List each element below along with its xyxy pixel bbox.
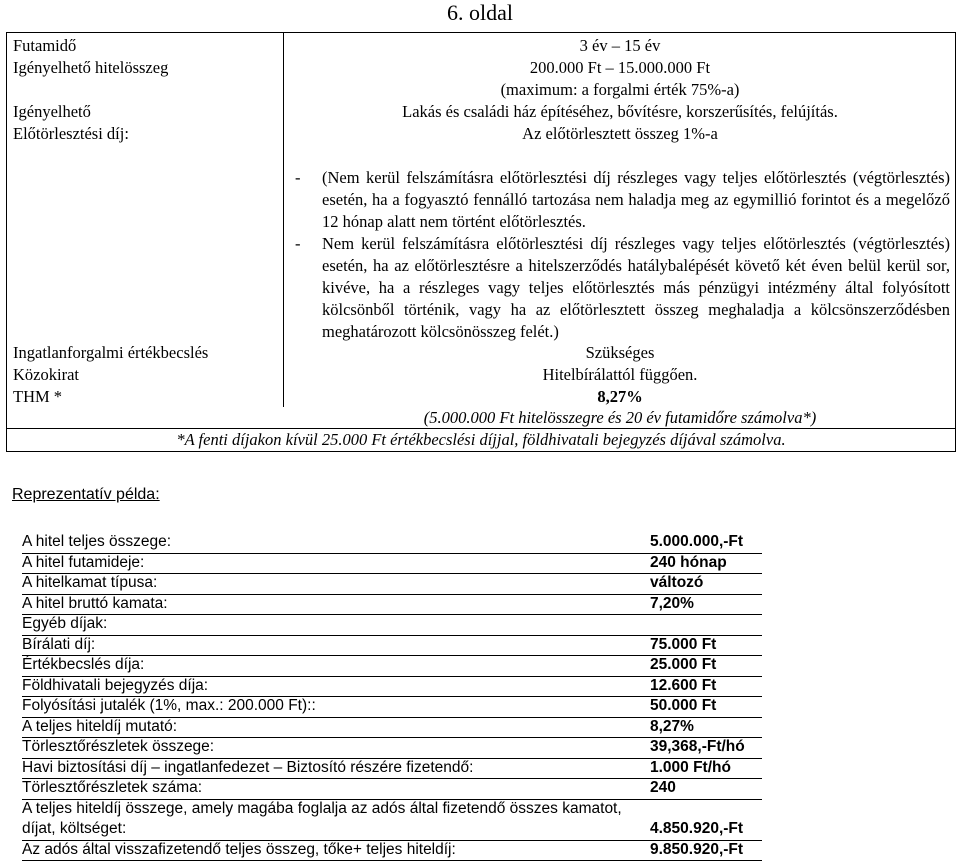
row-label: Az adós által visszafizetendő teljes összeg, tőke+ teljes hiteldíj: <box>22 840 456 858</box>
table-row <box>22 758 762 779</box>
row-value: 39,368,-Ft/hó <box>650 738 745 755</box>
table-row <box>22 676 762 697</box>
table-row <box>22 573 762 594</box>
prepayment-note-text: (Nem kerül felszámításra előtörlesztési díj részleges vagy teljes előtörlesztés (végtörlesztés) esetén, ha a fogyasztó fennálló tartozása nem haladja meg az egymillió forintot és a megelőző 12 hónap alatt nem történt előtörlesztés. <box>322 168 950 231</box>
table-row <box>22 799 762 840</box>
row-value: 12.600 Ft <box>650 676 717 694</box>
row-value: 9.850.920,-Ft <box>650 840 744 858</box>
prepayment-note <box>295 233 950 343</box>
row-label: Egyéb díjak: <box>22 615 108 632</box>
table-row <box>22 717 762 738</box>
row-label: Törlesztőrészletek száma: <box>22 779 203 796</box>
example-title: Reprezentatív példa: <box>12 486 160 503</box>
notary-value: Hitelbírálattól függően. <box>542 365 698 384</box>
appraisal-value: Szükséges <box>585 343 655 362</box>
row-value: 7,20% <box>650 594 694 612</box>
row-label: Földhivatali bejegyzés díja: <box>22 676 209 694</box>
table-row <box>22 696 762 717</box>
row-label: A hitel teljes összege: <box>22 533 172 550</box>
row-label: A teljes hiteldíj összege, amely magába foglalja az adós által fizetendő összes kamatot, díjat, költséget: <box>22 799 622 837</box>
row-label: A teljes hiteldíj mutató: <box>22 717 178 735</box>
table-row <box>22 594 762 615</box>
prepayment-fee-value: Az előtörlesztett összeg 1%-a <box>522 124 718 143</box>
table-row <box>22 840 762 861</box>
row-value: 50.000 Ft <box>650 697 717 714</box>
term-value: 3 év – 15 év <box>579 36 661 55</box>
row-value: változó <box>650 574 704 591</box>
example-table <box>22 532 762 860</box>
loan-amount-label: Igényelhető hitelösszeg <box>13 58 169 77</box>
prepayment-fee-label: Előtörlesztési díj: <box>13 124 129 143</box>
notary-label: Közokirat <box>13 365 79 384</box>
row-label: Törlesztőrészletek összege: <box>22 738 215 755</box>
loan-amount-note: (maximum: a forgalmi érték 75%-a) <box>500 80 740 99</box>
row-label: A hitel bruttó kamata: <box>22 594 168 612</box>
row-label: Havi biztosítási díj – ingatlanfedezet – Biztosító részére fizetendő: <box>22 758 474 776</box>
row-label: Bírálati díj: <box>22 635 96 653</box>
bullet-dash: - <box>295 234 301 253</box>
row-value: 75.000 Ft <box>650 635 717 653</box>
loan-amount-value: 200.000 Ft – 15.000.000 Ft <box>529 58 711 77</box>
row-label: A hitelkamat típusa: <box>22 574 158 591</box>
table-top-border <box>6 32 956 33</box>
table-row <box>22 778 762 799</box>
thm-value: 8,27% <box>597 387 643 406</box>
row-value: 1.000 Ft/hó <box>650 758 731 776</box>
thm-label: THM * <box>13 387 63 406</box>
fees-footnote: *A fenti díjakon kívül 25.000 Ft értékbecslési díjjal, földhivatali bejegyzés díjával számolva. <box>176 430 786 449</box>
purpose-value: Lakás és családi ház építéséhez, bővítésre, korszerűsítés, felújítás. <box>402 102 838 121</box>
term-label: Futamidő <box>13 36 77 55</box>
table-bottom-border <box>6 451 956 452</box>
row-value: 240 hónap <box>650 553 727 571</box>
prepayment-note-text: Nem kerül felszámításra előtörlesztési díj részleges vagy teljes előtörlesztés (végtörlesztés) esetén, ha az előtörlesztésre a hitelszerződés hatálybalépését követő két éven belül kerül sor, kivéve, ha a részleges vagy teljes előtörlesztés más pénzügyi intézmény által folyósított kölcsönből történik, vagy ha az előtörlesztett összeg meghaladja a kölcsönszerződésben meghatározott kölcsönösszeg felét.) <box>322 234 950 341</box>
thm-note: (5.000.000 Ft hitelösszegre és 20 év futamidőre számolva*) <box>423 408 817 427</box>
table-row <box>22 614 762 635</box>
table-row <box>22 655 762 676</box>
bullet-dash: - <box>295 168 301 187</box>
row-label: Értékbecslés díja: <box>22 656 145 673</box>
prepayment-notes <box>295 167 950 343</box>
purpose-label: Igényelhető <box>13 102 91 121</box>
row-label: A hitel futamideje: <box>22 553 145 571</box>
table-row <box>22 532 762 553</box>
prepayment-note <box>295 167 950 233</box>
table-row <box>22 737 762 758</box>
appraisal-label: Ingatlanforgalmi értékbecslés <box>13 343 209 362</box>
row-label: Folyósítási jutalék (1%, max.: 200.000 Ft):: <box>22 697 316 714</box>
row-value: 5.000.000,-Ft <box>650 533 744 550</box>
row-value: 8,27% <box>650 717 694 735</box>
table-left-border <box>6 32 7 452</box>
row-value: 25.000 Ft <box>650 656 717 673</box>
table-row <box>22 553 762 574</box>
row-value: 4.850.920,-Ft <box>650 820 744 837</box>
row-value: 240 <box>650 779 676 796</box>
page-number: 6. oldal <box>447 0 513 25</box>
table-row <box>22 635 762 656</box>
